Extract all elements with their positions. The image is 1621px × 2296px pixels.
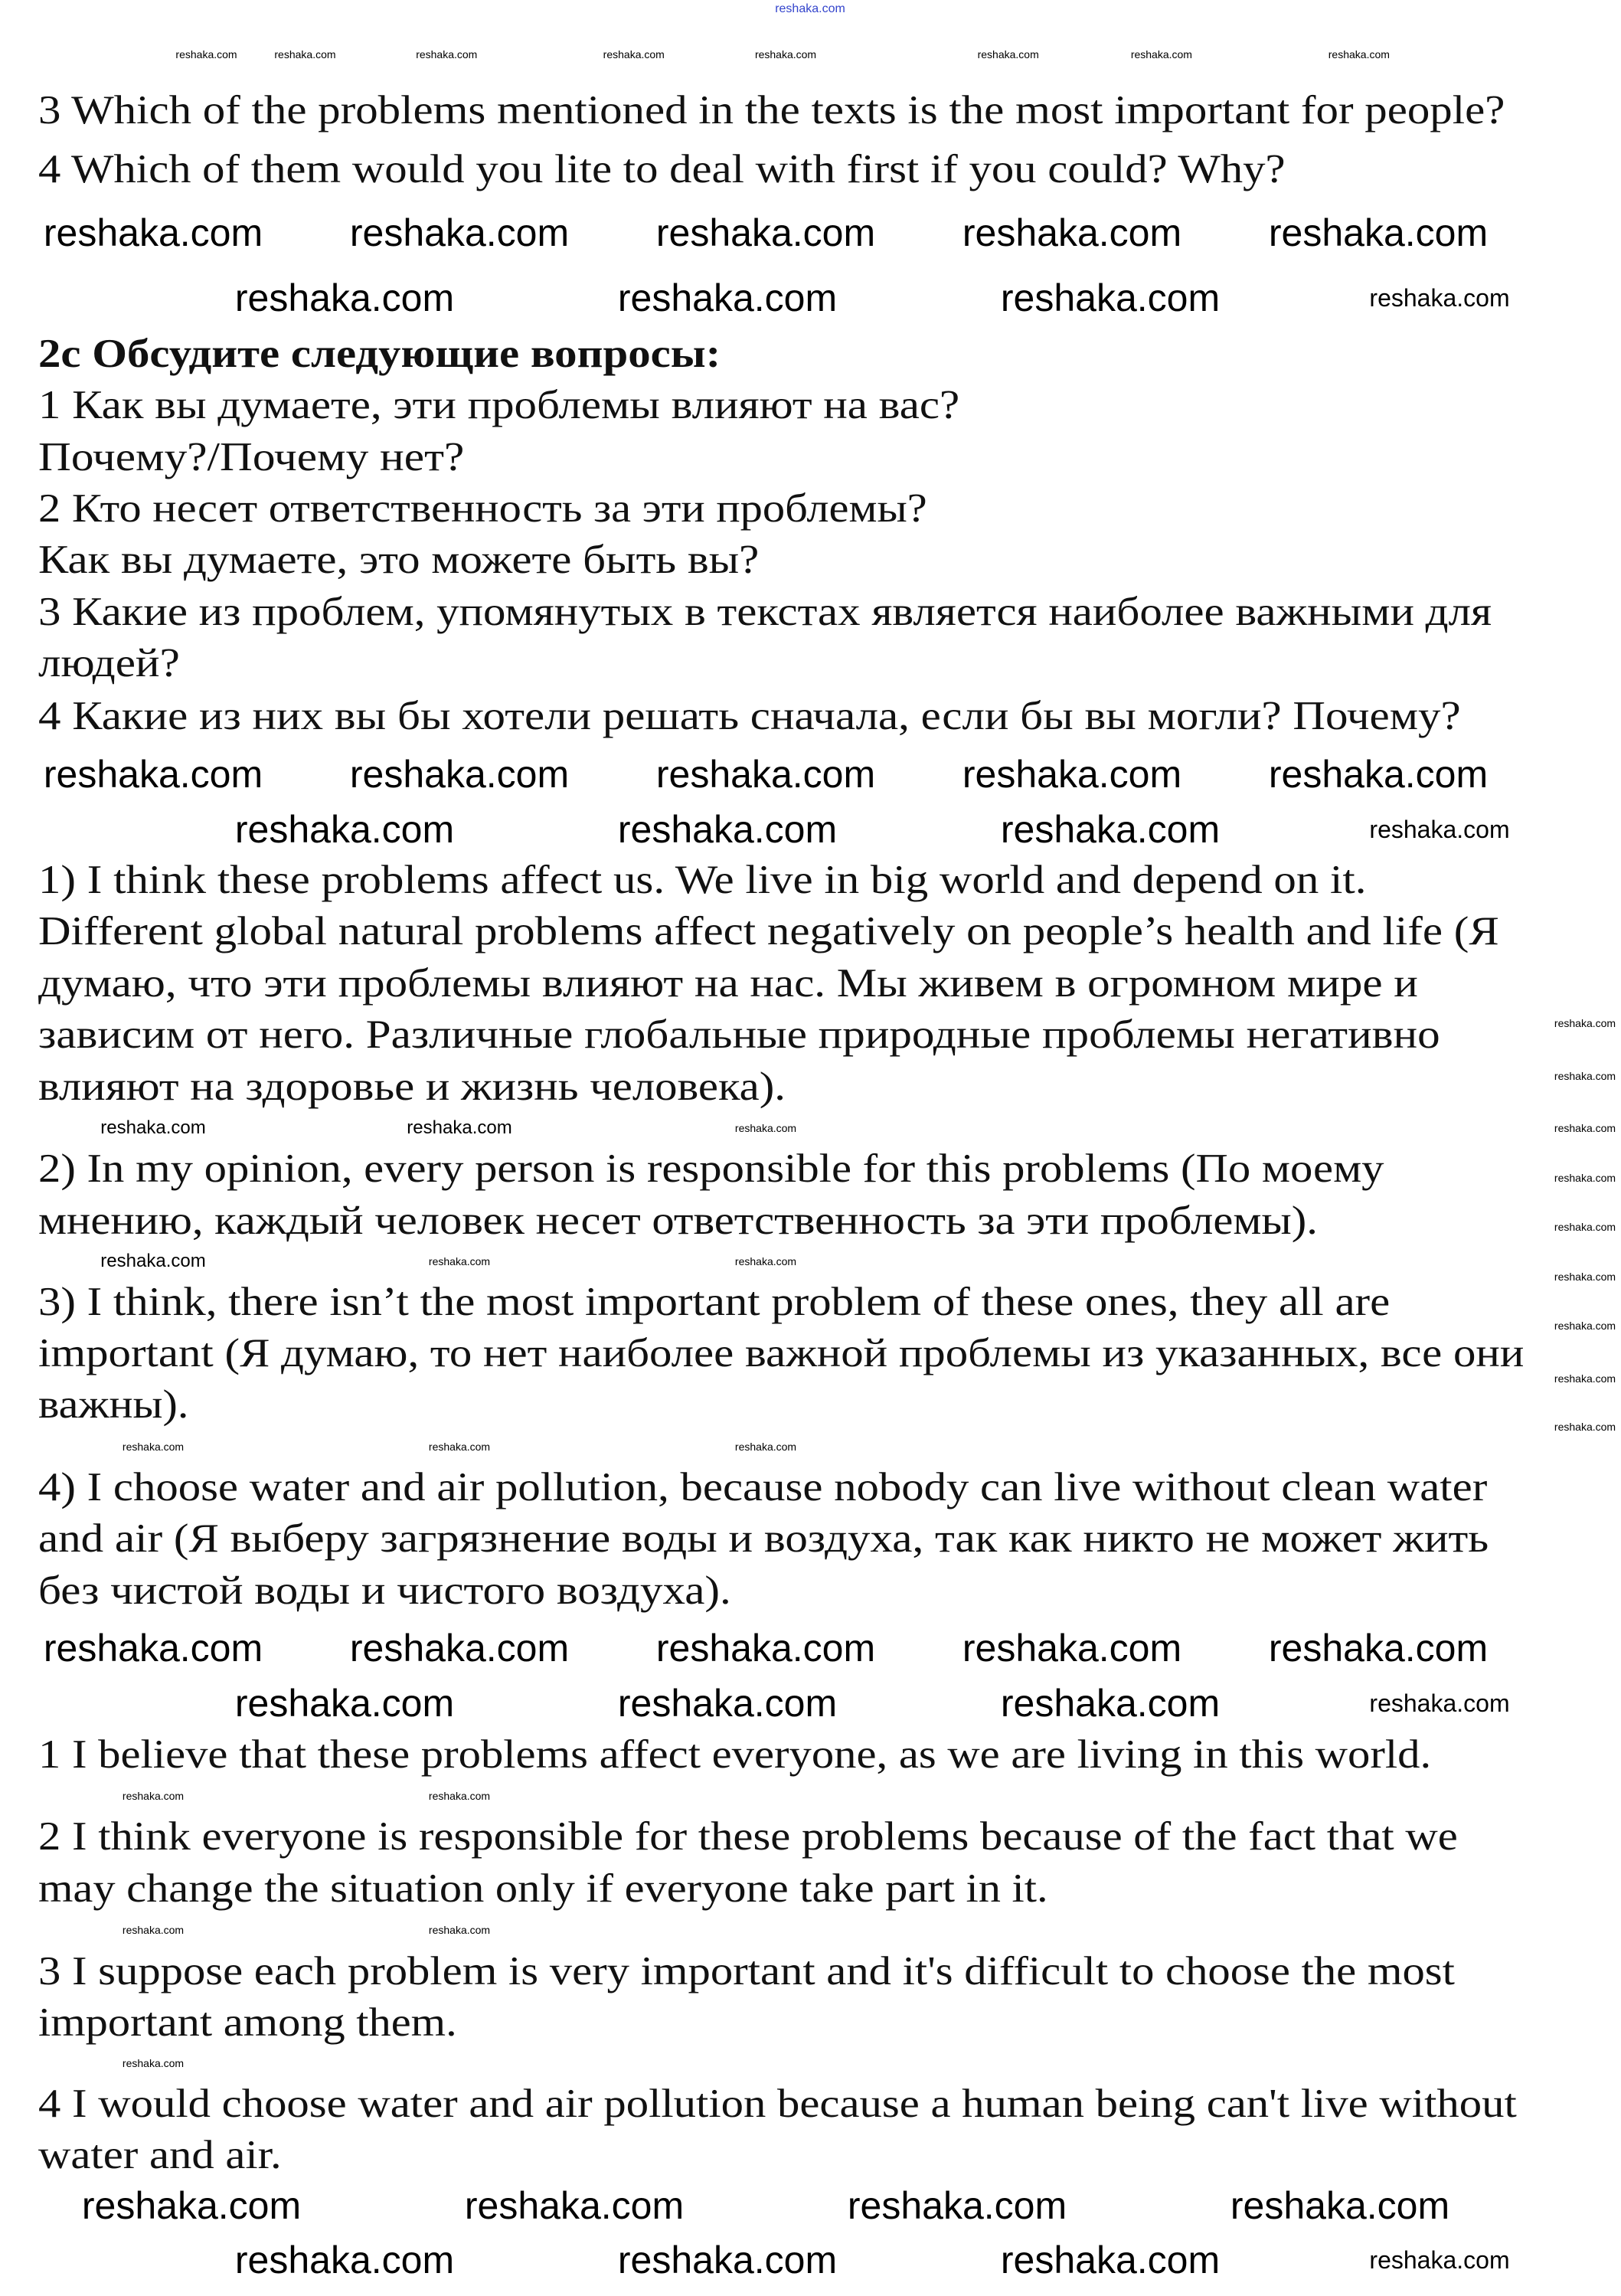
text-line: без чистой воды и чистого воздуха).	[38, 1568, 731, 1613]
watermark: reshaka.com	[1554, 1070, 1616, 1083]
watermark: reshaka.com	[1369, 1689, 1510, 1718]
watermark: reshaka.com	[428, 1255, 491, 1268]
text-line: 2) In my opinion, every person is responsible for this problems (По моему	[38, 1146, 1384, 1192]
watermark: reshaka.com	[1369, 283, 1510, 312]
watermark: reshaka.com	[122, 1789, 185, 1802]
watermark: reshaka.com	[1230, 2184, 1450, 2228]
watermark: reshaka.com	[1268, 1627, 1489, 1670]
watermark: reshaka.com	[81, 2184, 302, 2228]
watermark: reshaka.com	[734, 1255, 797, 1268]
watermark: reshaka.com	[43, 211, 263, 255]
watermark: reshaka.com	[617, 2238, 838, 2281]
watermark: reshaka.com	[962, 1627, 1182, 1670]
watermark: reshaka.com	[1000, 807, 1221, 851]
text-line: 3) I think, there isn’t the most important problem of these ones, they all are	[38, 1279, 1391, 1324]
watermark: reshaka.com	[349, 1627, 570, 1670]
watermark: reshaka.com	[655, 752, 876, 796]
text-line: мнению, каждый человек несет ответственность за эти проблемы).	[38, 1198, 1318, 1243]
watermark: reshaka.com	[1000, 1682, 1221, 1725]
watermark: reshaka.com	[122, 2057, 185, 2070]
watermark: reshaka.com	[274, 48, 336, 61]
watermark: reshaka.com	[464, 2184, 685, 2228]
watermark: reshaka.com	[416, 48, 478, 61]
watermark: reshaka.com	[1554, 1372, 1616, 1385]
watermark: reshaka.com	[962, 211, 1182, 255]
watermark: reshaka.com	[1268, 211, 1489, 255]
text-line: 3 I suppose each problem is very important and it's difficult to choose the most	[38, 1948, 1455, 1993]
watermark: reshaka.com	[1554, 1220, 1616, 1233]
watermark: reshaka.com	[1554, 1172, 1616, 1185]
watermark: reshaka.com	[962, 752, 1182, 796]
text-line: 1 Как вы думаете, эти проблемы влияют на вас?	[38, 383, 960, 428]
watermark: reshaka.com	[734, 1440, 797, 1453]
watermark: reshaka.com	[1130, 48, 1192, 61]
text-line: влияют на здоровье и жизнь человека).	[38, 1064, 786, 1109]
text-line: 2 I think everyone is responsible for these problems because of the fact that we	[38, 1814, 1458, 1859]
text-line: людей?	[38, 641, 180, 686]
text-line: Different global natural problems affect negatively on people’s health and life (Я	[38, 909, 1499, 954]
watermark: reshaka.com	[847, 2184, 1067, 2228]
watermark: reshaka.com	[1554, 1016, 1616, 1029]
text-line: 2 Кто несет ответственность за эти проблемы?	[38, 486, 927, 531]
watermark: reshaka.com	[234, 276, 455, 319]
watermark: reshaka.com	[1000, 2238, 1221, 2281]
text-line: 3 Какие из проблем, упомянутых в текстах является наиболее важными для	[38, 589, 1492, 634]
text-line: important (Я думаю, то нет наиболее важной проблемы из указанных, все они	[38, 1330, 1525, 1375]
watermark: reshaka.com	[977, 48, 1039, 61]
watermark: reshaka.com	[234, 807, 455, 851]
watermark: reshaka.com	[617, 807, 838, 851]
text-line: 4 Какие из них вы бы хотели решать сначала, если бы вы могли? Почему?	[38, 694, 1461, 739]
text-line: 3 Which of the problems mentioned in the texts is the most important for people?	[38, 88, 1505, 133]
watermark: reshaka.com	[349, 211, 570, 255]
watermark: reshaka.com	[428, 1789, 491, 1802]
text-line: 4) I choose water and air pollution, because nobody can live without clean water	[38, 1465, 1488, 1510]
watermark: reshaka.com	[43, 1627, 263, 1670]
section-heading: 2c Обсудите следующие вопросы:	[38, 331, 721, 376]
text-line: Как вы думаете, это можете быть вы?	[38, 538, 760, 583]
watermark: reshaka.com	[1554, 1271, 1616, 1284]
watermark: reshaka.com	[1369, 2245, 1510, 2274]
text-line: may change the situation only if everyone take part in it.	[38, 1866, 1048, 1911]
watermark: reshaka.com	[655, 211, 876, 255]
watermark: reshaka.com	[603, 48, 665, 61]
text-line: думаю, что эти проблемы влияют на нас. Мы живем в огромном мире и	[38, 960, 1418, 1006]
watermark: reshaka.com	[122, 1440, 185, 1453]
watermark: reshaka.com	[43, 752, 263, 796]
watermark: reshaka.com	[617, 276, 838, 319]
text-line: Почему?/Почему нет?	[38, 434, 465, 479]
watermark: reshaka.com	[100, 1117, 206, 1138]
text-line: зависим от него. Различные глобальные природные проблемы негативно	[38, 1012, 1440, 1058]
watermark: reshaka.com	[428, 1440, 491, 1453]
text-line: 4 I would choose water and air pollution because a human being can't live without	[38, 2081, 1517, 2126]
watermark: reshaka.com	[655, 1627, 876, 1670]
watermark: reshaka.com	[175, 48, 237, 61]
text-line: 1) I think these problems affect us. We live in big world and depend on it.	[38, 858, 1367, 902]
header-watermark: reshaka.com	[775, 2, 845, 15]
watermark: reshaka.com	[407, 1117, 512, 1138]
text-line: важны).	[38, 1382, 189, 1428]
watermark: reshaka.com	[100, 1251, 206, 1272]
watermark: reshaka.com	[1369, 815, 1510, 843]
text-line: 1 I believe that these problems affect everyone, as we are living in this world.	[38, 1732, 1432, 1777]
watermark: reshaka.com	[122, 1924, 185, 1937]
text-line: water and air.	[38, 2133, 282, 2178]
text-line: and air (Я выберу загрязнение воды и воздуха, так как никто не может жить	[38, 1516, 1489, 1562]
watermark: reshaka.com	[1554, 1121, 1616, 1134]
watermark: reshaka.com	[734, 1121, 797, 1134]
text-line: 4 Which of them would you lite to deal with first if you could? Why?	[38, 147, 1286, 192]
watermark: reshaka.com	[349, 752, 570, 796]
watermark: reshaka.com	[1268, 752, 1489, 796]
watermark: reshaka.com	[1000, 276, 1221, 319]
watermark: reshaka.com	[754, 48, 817, 61]
watermark: reshaka.com	[1328, 48, 1390, 61]
watermark: reshaka.com	[1554, 1421, 1616, 1434]
text-line: important among them.	[38, 2000, 457, 2045]
watermark: reshaka.com	[1554, 1319, 1616, 1332]
watermark: reshaka.com	[234, 1682, 455, 1725]
watermark: reshaka.com	[428, 1924, 491, 1937]
watermark: reshaka.com	[234, 2238, 455, 2281]
watermark: reshaka.com	[617, 1682, 838, 1725]
